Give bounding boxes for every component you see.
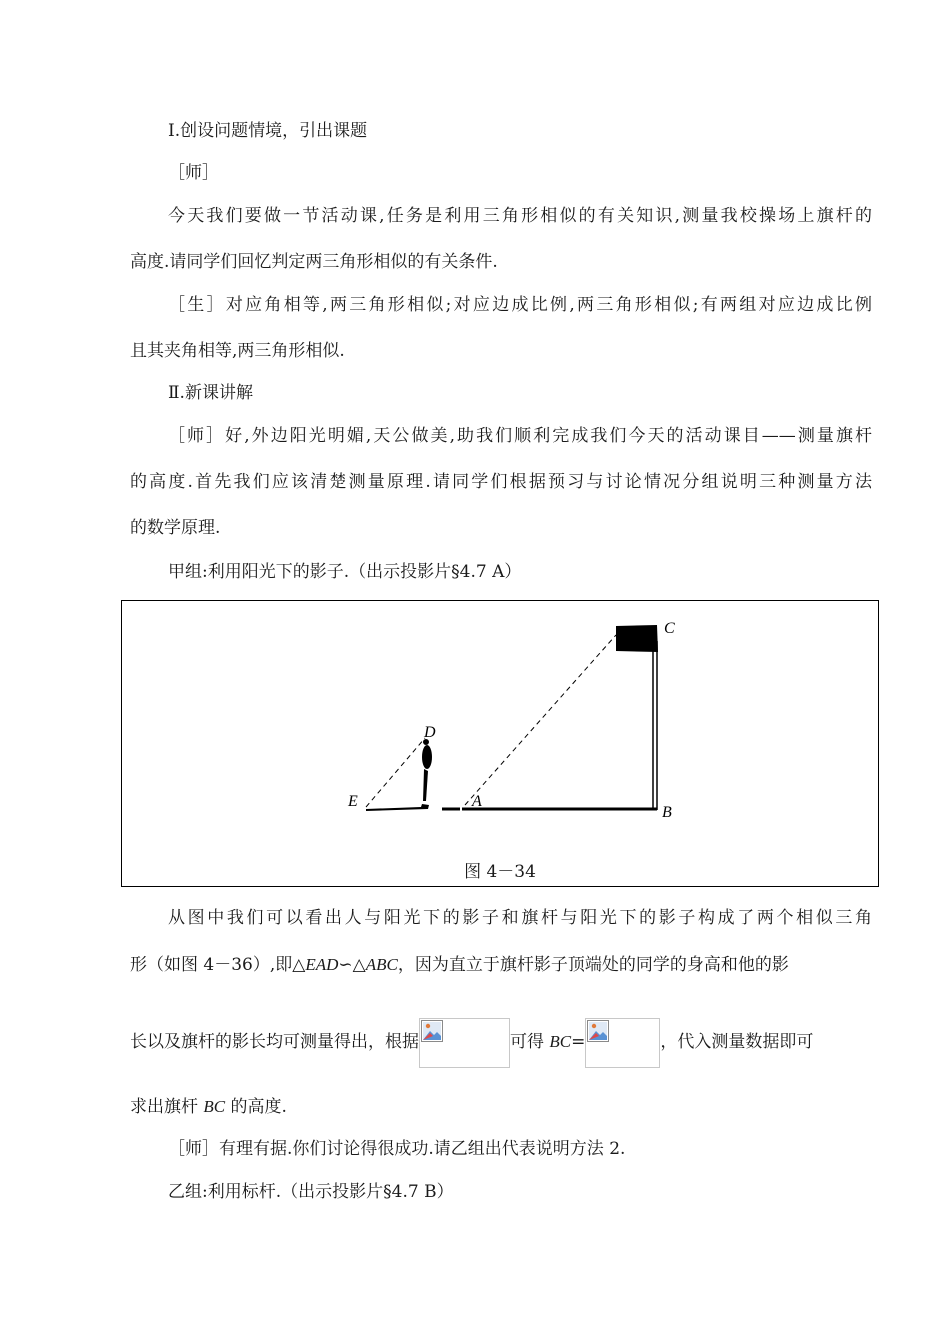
equals-sign: =	[571, 1032, 586, 1052]
figure-caption: 图 4－34	[464, 862, 536, 882]
flagpole-shadow-diagram	[122, 601, 878, 886]
label-e: E	[348, 793, 358, 810]
text-segment: 长以及旗杆的影长均可测量得出，根据	[130, 1032, 419, 1052]
text-segment: ，因为直立于旗杆影子顶端处的同学的身高和他的影	[397, 955, 789, 975]
paragraph-intro-line2: 高度.请同学们回忆判定两三角形相似的有关条件.	[130, 252, 498, 272]
sun-ray-ed	[366, 738, 425, 807]
paragraph-teacher-line1: ［师］好,外边阳光明媚,天公做美,助我们顺利完成我们今天的活动课目——测量旗杆	[168, 426, 872, 446]
group-b-heading: 乙组:利用标杆.（出示投影片§4.7 B）	[168, 1182, 454, 1202]
label-d: D	[424, 724, 436, 741]
triangle-abc: ABC	[365, 955, 398, 974]
paragraph-student-line1: ［生］对应角相等,两三角形相似;对应边成比例,两三角形相似;有两组对应边成比例	[168, 295, 872, 315]
triangle-ead: EAD	[305, 955, 339, 974]
figure-4-34	[121, 600, 879, 887]
text-segment: 形（如图 4－36）,即△	[130, 955, 306, 975]
text-segment: 可得	[510, 1032, 550, 1052]
group-a-heading: 甲组:利用阳光下的影子.（出示投影片§4.7 A）	[168, 562, 522, 582]
broken-image-icon	[587, 1020, 609, 1042]
paragraph-explain-line3	[130, 1017, 813, 1073]
paragraph-teacher-line2: 的高度.首先我们应该清楚测量原理.请同学们根据预习与讨论情况分组说明三种测量方法	[130, 472, 872, 492]
paragraph-teacher-line3: 的数学原理.	[130, 518, 221, 538]
speaker-teacher: ［师］	[168, 163, 219, 183]
paragraph-explain-line2	[130, 953, 872, 977]
flag-shape	[616, 625, 658, 652]
person-shadow	[366, 804, 429, 811]
person-legs	[423, 769, 428, 801]
label-a: A	[472, 793, 482, 810]
segment-bc: BC	[549, 1032, 572, 1051]
formula-image-placeholder	[419, 1018, 510, 1068]
section-heading-1: Ⅰ.创设问题情境，引出课题	[168, 121, 368, 141]
section-heading-2: Ⅱ.新课讲解	[168, 383, 253, 403]
label-c: C	[664, 620, 675, 637]
segment-bc: BC	[203, 1097, 226, 1116]
broken-image-icon	[421, 1020, 443, 1042]
label-b: B	[662, 804, 672, 821]
paragraph-explain-line4	[130, 1095, 287, 1119]
similar-symbol: ∽△	[338, 955, 366, 975]
paragraph-teacher-response: ［师］有理有据.你们讨论得很成功.请乙组出代表说明方法 2.	[168, 1139, 626, 1159]
person-body	[422, 745, 432, 769]
sun-ray-ac	[465, 635, 616, 805]
text-segment: 求出旗杆	[130, 1097, 204, 1117]
text-segment: ，代入测量数据即可	[660, 1032, 814, 1052]
paragraph-intro-line1: 今天我们要做一节活动课,任务是利用三角形相似的有关知识,测量我校操场上旗杆的	[168, 206, 872, 226]
formula-image-placeholder	[585, 1018, 660, 1068]
paragraph-explain-line1: 从图中我们可以看出人与阳光下的影子和旗杆与阳光下的影子构成了两个相似三角	[168, 908, 872, 928]
paragraph-student-line2: 且其夹角相等,两三角形相似.	[130, 341, 345, 361]
text-segment: 的高度.	[225, 1097, 287, 1117]
